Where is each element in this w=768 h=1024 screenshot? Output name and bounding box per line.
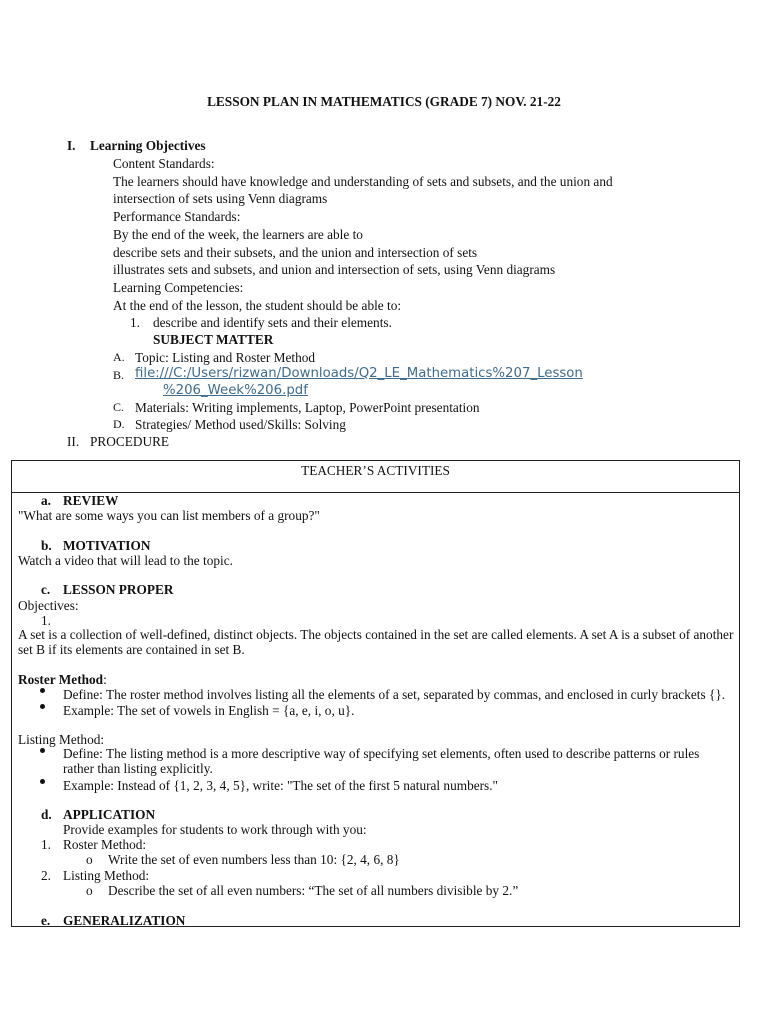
list-letter: C.: [113, 400, 125, 414]
section-heading: PROCEDURE: [90, 434, 170, 449]
roster-define: Define: The roster method involves listing all the elements of a set, separated by commas, and enclosed in curly brackets {}.: [63, 687, 726, 702]
list-letter: a.: [41, 493, 51, 508]
section-numeral: I.: [67, 138, 76, 153]
listing-example: Example: Instead of {1, 2, 3, 4, 5}, write: "The set of the first 5 natural numbers.": [63, 778, 498, 793]
roster-colon: :: [103, 672, 107, 687]
list-letter: c.: [41, 582, 51, 597]
list-letter: d.: [41, 807, 52, 822]
strategies-item: Strategies/ Method used/Skills: Solving: [135, 417, 346, 432]
application-item-label: Listing Method:: [63, 868, 150, 883]
application-intro: Provide examples for students to work through with you:: [63, 822, 367, 837]
performance-standards-text: describe sets and their subsets, and the union and intersection of sets: [113, 245, 478, 260]
list-number: 2.: [41, 868, 51, 883]
generalization-heading: GENERALIZATION: [63, 913, 186, 928]
performance-standards-text: illustrates sets and subsets, and union and intersection of sets, using Venn diagrams: [113, 262, 556, 277]
list-number: 1.: [41, 837, 51, 852]
list-number: 1.: [130, 315, 140, 330]
bullet-icon: [40, 779, 45, 784]
bullet-icon: [40, 748, 45, 753]
competencies-intro: At the end of the lesson, the student should be able to:: [113, 298, 402, 313]
learning-competencies-label: Learning Competencies:: [113, 280, 244, 295]
sub-bullet-icon: o: [86, 852, 93, 867]
objectives-label: Objectives:: [18, 598, 79, 613]
application-item-label: Roster Method:: [63, 837, 147, 852]
motivation-heading: MOTIVATION: [63, 538, 151, 553]
performance-standards-label: Performance Standards:: [113, 209, 241, 224]
set-definition: A set is a collection of well-defined, distinct objects. The objects contained in the set are called elements. A set A is a subset of another set B if its elements are contained in set B.: [18, 627, 734, 657]
list-letter: A.: [113, 350, 125, 364]
sub-bullet-icon: o: [86, 883, 93, 898]
subject-matter-heading: SUBJECT MATTER: [153, 332, 274, 347]
reference-file-link[interactable]: file:///C:/Users/rizwan/Downloads/Q2_LE_Mathematics%207_Lesson: [135, 366, 583, 381]
review-text: "What are some ways you can list members of a group?": [18, 508, 320, 523]
content-standards-label: Content Standards:: [113, 156, 215, 171]
list-letter: D.: [113, 417, 125, 431]
topic-item: Topic: Listing and Roster Method: [135, 350, 316, 365]
competency-item: describe and identify sets and their elements.: [153, 315, 392, 330]
materials-item: Materials: Writing implements, Laptop, PowerPoint presentation: [135, 400, 480, 415]
bullet-icon: [40, 704, 45, 709]
lesson-proper-heading: LESSON PROPER: [63, 582, 174, 597]
table-header-divider: [12, 492, 739, 493]
listing-method-label: Listing Method:: [18, 732, 105, 747]
application-subitem: Describe the set of all even numbers: “The set of all numbers divisible by 2.”: [108, 883, 519, 898]
list-letter: B.: [113, 368, 125, 382]
application-heading: APPLICATION: [63, 807, 156, 822]
content-standards-text: The learners should have knowledge and understanding of sets and subsets, and the union and: [113, 174, 613, 189]
list-number: 1.: [41, 613, 51, 628]
section-heading: Learning Objectives: [90, 138, 206, 153]
content-standards-text: intersection of sets using Venn diagrams: [113, 191, 328, 206]
section-numeral: II.: [67, 434, 80, 449]
reference-file-link-continued[interactable]: %206_Week%206.pdf: [163, 383, 308, 398]
review-heading: REVIEW: [63, 493, 119, 508]
list-letter: b.: [41, 538, 52, 553]
list-letter: e.: [41, 913, 51, 928]
table-header: TEACHER’S ACTIVITIES: [301, 463, 450, 478]
listing-define: Define: The listing method is a more descriptive way of specifying set elements, often used to describe patterns or rules rather than listing explicitly.: [63, 746, 700, 776]
motivation-text: Watch a video that will lead to the topic.: [18, 553, 233, 568]
application-subitem: Write the set of even numbers less than 10: {2, 4, 6, 8}: [108, 852, 400, 867]
performance-standards-text: By the end of the week, the learners are able to: [113, 227, 363, 242]
bullet-icon: [40, 688, 45, 693]
page-title: LESSON PLAN IN MATHEMATICS (GRADE 7) NOV. 21-22: [207, 94, 561, 109]
teachers-activities-table: [11, 460, 740, 927]
roster-example: Example: The set of vowels in English = {a, e, i, o, u}.: [63, 703, 355, 718]
roster-method-title: Roster Method: [18, 672, 104, 687]
